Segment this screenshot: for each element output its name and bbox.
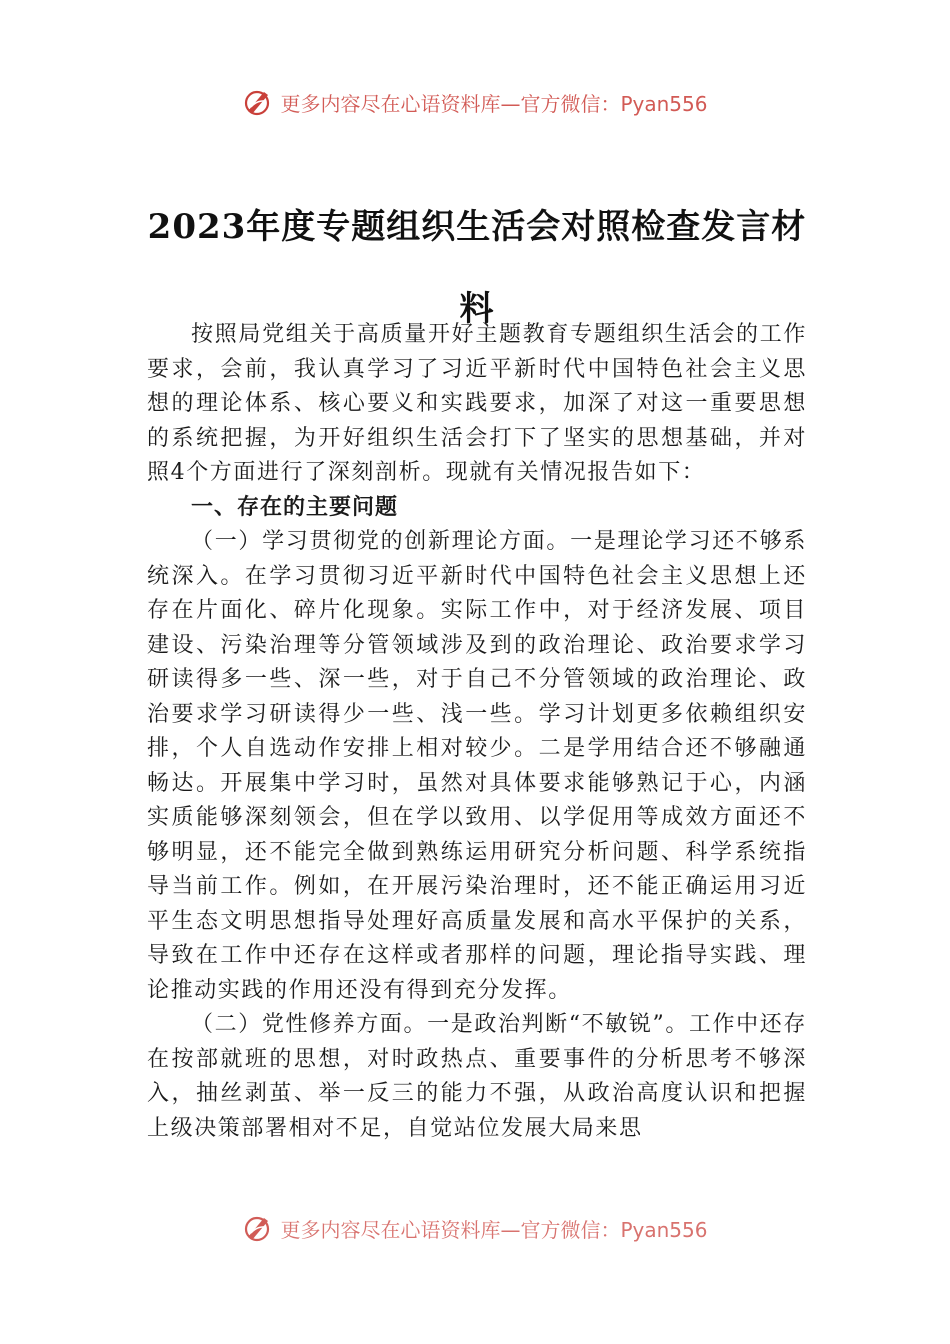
section-heading: 一、存在的主要问题	[191, 494, 399, 520]
pen-logo-icon	[242, 86, 274, 118]
body-paragraph: （二）党性修养方面。一是政治判断“不敏锐”。工作中还存在按部就班的思想，对时政热点、重要事件的分析思考不够深入，抽丝剥茧、举一反三的能力不强，从政治高度认识和把握上级决策部署相对不足，自觉站位发展大局来思	[147, 1012, 807, 1141]
watermark-text: 更多内容尽在心语资料库—官方微信：Pyan556	[280, 1217, 708, 1242]
intro-paragraph: 按照局党组关于高质量开好主题教育专题组织生活会的工作要求，会前，我认真学习了习近平新时代中国特色社会主义思想的理论体系、核心要义和实践要求，加深了对这一重要思想的系统把握，为开好组织生活会打下了坚实的思想基础，并对照4个方面进行了深刻剖析。现就有关情况报告如下：	[147, 322, 807, 485]
watermark-text: 更多内容尽在心语资料库—官方微信：Pyan556	[280, 91, 708, 116]
body-paragraph: （一）学习贯彻党的创新理论方面。一是理论学习还不够系统深入。在学习贯彻习近平新时代中国特色社会主义思想上还存在片面化、碎片化现象。实际工作中，对于经济发展、项目建设、污染治理等分管领域涉及到的政治理论、政治要求学习研读得多一些、深一些，对于自己不分管领域的政治理论、政治要求学习研读得少一些、浅一些。学习计划更多依赖组织安排，个人自选动作安排上相对较少。二是学用结合还不够融通畅达。开展集中学习时，虽然对具体要求能够熟记于心，内涵实质能够深刻领会，但在学以致用、以学促用等成效方面还不够明显，还不能完全做到熟练运用研究分析问题、科学系统指导当前工作。例如，在开展污染治理时，还不能正确运用习近平生态文明思想指导处理好高质量发展和高水平保护的关系，导致在工作中还存在这样或者那样的问题，理论指导实践、理论推动实践的作用还没有得到充分发挥。	[147, 529, 807, 1003]
document-body	[147, 318, 807, 1146]
pen-logo-icon	[242, 1212, 274, 1244]
header-watermark	[0, 86, 950, 118]
footer-watermark	[0, 1212, 950, 1244]
document-title: 2023年度专题组织生活会对照检查发言材料	[147, 207, 807, 329]
